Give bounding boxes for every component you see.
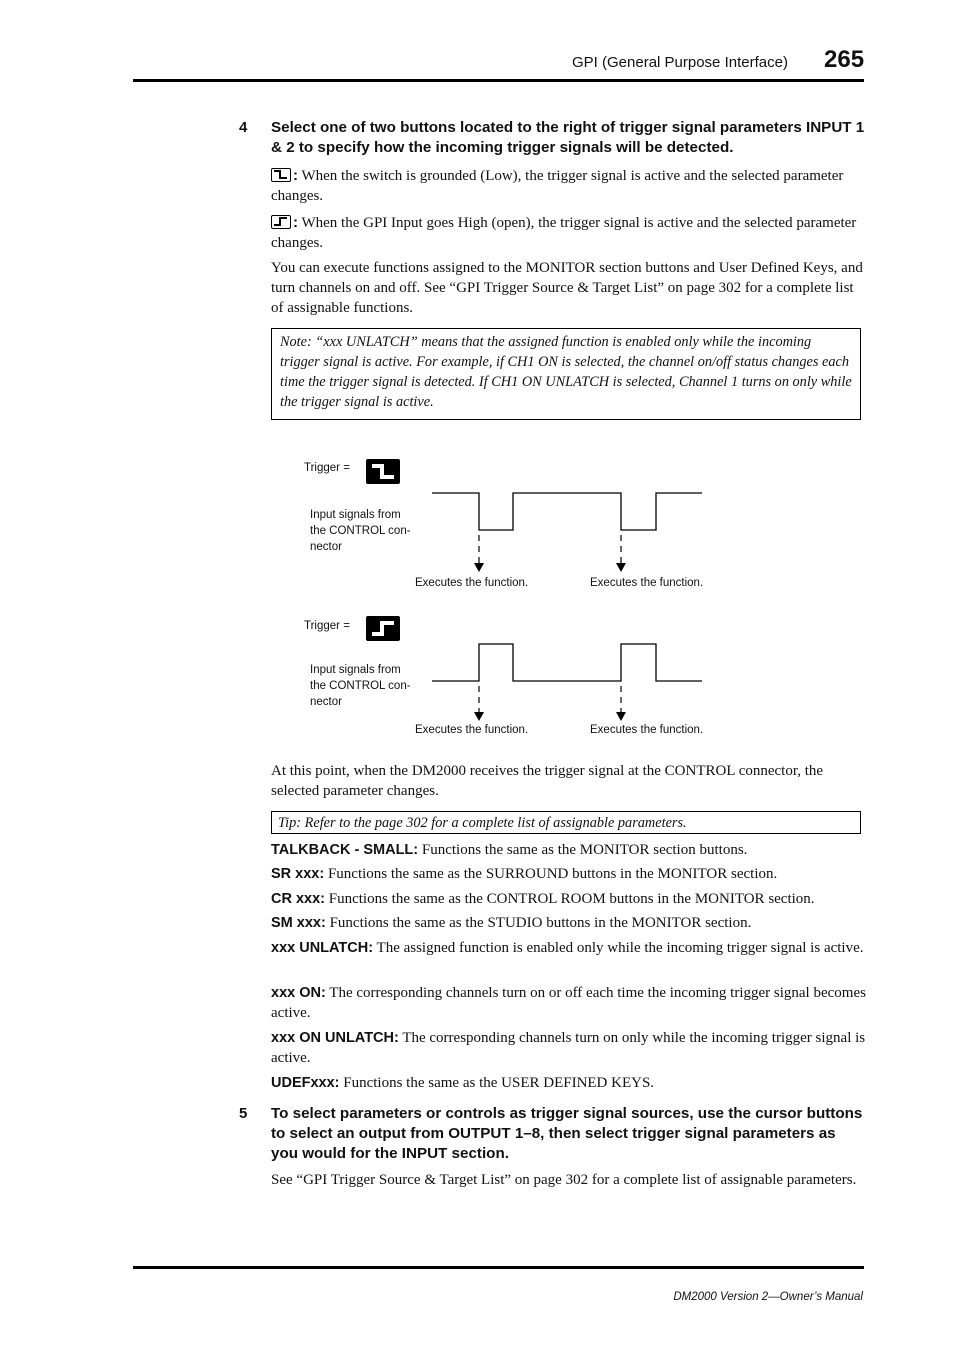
footer-rule <box>133 1266 864 1269</box>
definition-on-unlatch: xxx ON UNLATCH: The corresponding channels turn on only while the incoming trigger signal is active. <box>271 1030 866 1066</box>
header-rule <box>133 79 864 82</box>
definition-sr: SR xxx: Functions the same as the SURROUND buttons in the MONITOR section. <box>271 866 778 882</box>
definition-unlatch: xxx UNLATCH: The assigned function is enabled only while the incoming trigger signal is active. <box>271 940 864 956</box>
trigger-label-1: Trigger = <box>304 462 350 474</box>
trigger-label-2: Trigger = <box>304 620 350 632</box>
tip-box: Tip: Refer to the page 302 for a complete list of assignable parameters. <box>271 811 861 834</box>
executes-label-2a: Executes the function. <box>415 724 529 736</box>
waveform-1 <box>420 485 720 575</box>
step-4-number: 4 <box>239 119 248 136</box>
high-trigger-description: : When the GPI Input goes High (open), the trigger signal is active and the selected parameter changes. <box>271 214 857 251</box>
after-diagram-paragraph: At this point, when the DM2000 receives the trigger signal at the CONTROL connector, the selected parameter changes. <box>271 763 824 799</box>
rising-edge-icon <box>271 215 291 229</box>
step-5-number: 5 <box>239 1105 248 1122</box>
page-number: 265 <box>824 46 865 73</box>
definition-sm: SM xxx: Functions the same as the STUDIO buttons in the MONITOR section. <box>271 915 752 931</box>
rising-trigger-icon <box>366 616 400 641</box>
waveform-2 <box>420 636 720 726</box>
step-5-paragraph: See “GPI Trigger Source & Target List” on page 302 for a complete list of assignable parameters. <box>271 1172 857 1188</box>
note-box: Note: “xxx UNLATCH” means that the assigned function is enabled only while the incoming trigger signal is active. For example, if CH1 ON is selected, the channel on/off status changes each time the trigger signal is detected. If CH1 ON UNLATCH is selected, Channel 1 turns on only while the trigger signal is active. <box>271 328 861 420</box>
definition-talkback: TALKBACK - SMALL: Functions the same as the MONITOR section buttons. <box>271 842 748 858</box>
executes-label-1a: Executes the function. <box>415 577 529 589</box>
step-5-heading: To select parameters or controls as trigger signal sources, use the cursor buttons to select an output from OUTPUT 1–8, then select trigger signal parameters as you would for the INPUT section. <box>271 1105 863 1162</box>
definition-on: xxx ON: The corresponding channels turn on or off each time the incoming trigger signal becomes active. <box>271 985 866 1021</box>
executes-label-2b: Executes the function. <box>590 724 704 736</box>
executes-label-1b: Executes the function. <box>590 577 704 589</box>
step-4-heading: Select one of two buttons located to the right of trigger signal parameters INPUT 1 & 2 to specify how the incoming trigger signals will be detected. <box>271 119 865 156</box>
footer-manual-title: DM2000 Version 2—Owner’s Manual <box>673 1291 863 1303</box>
input-signal-label-1: Input signals from the CONTROL con- nector <box>310 509 411 553</box>
falling-trigger-icon <box>366 459 400 484</box>
definition-udef: UDEFxxx: Functions the same as the USER DEFINED KEYS. <box>271 1075 655 1091</box>
falling-edge-icon <box>271 168 291 182</box>
running-header-title: GPI (General Purpose Interface) <box>572 54 788 71</box>
input-signal-label-2: Input signals from the CONTROL con- nector <box>310 664 411 708</box>
low-trigger-description: : When the switch is grounded (Low), the trigger signal is active and the selected parameter changes. <box>271 167 844 204</box>
step-4-paragraph: You can execute functions assigned to the MONITOR section buttons and User Defined Keys, and turn channels on and off. See “GPI Trigger Source & Target List” on page 302 for a complete list of assignable functions. <box>271 260 863 316</box>
definition-cr: CR xxx: Functions the same as the CONTROL ROOM buttons in the MONITOR section. <box>271 891 815 907</box>
